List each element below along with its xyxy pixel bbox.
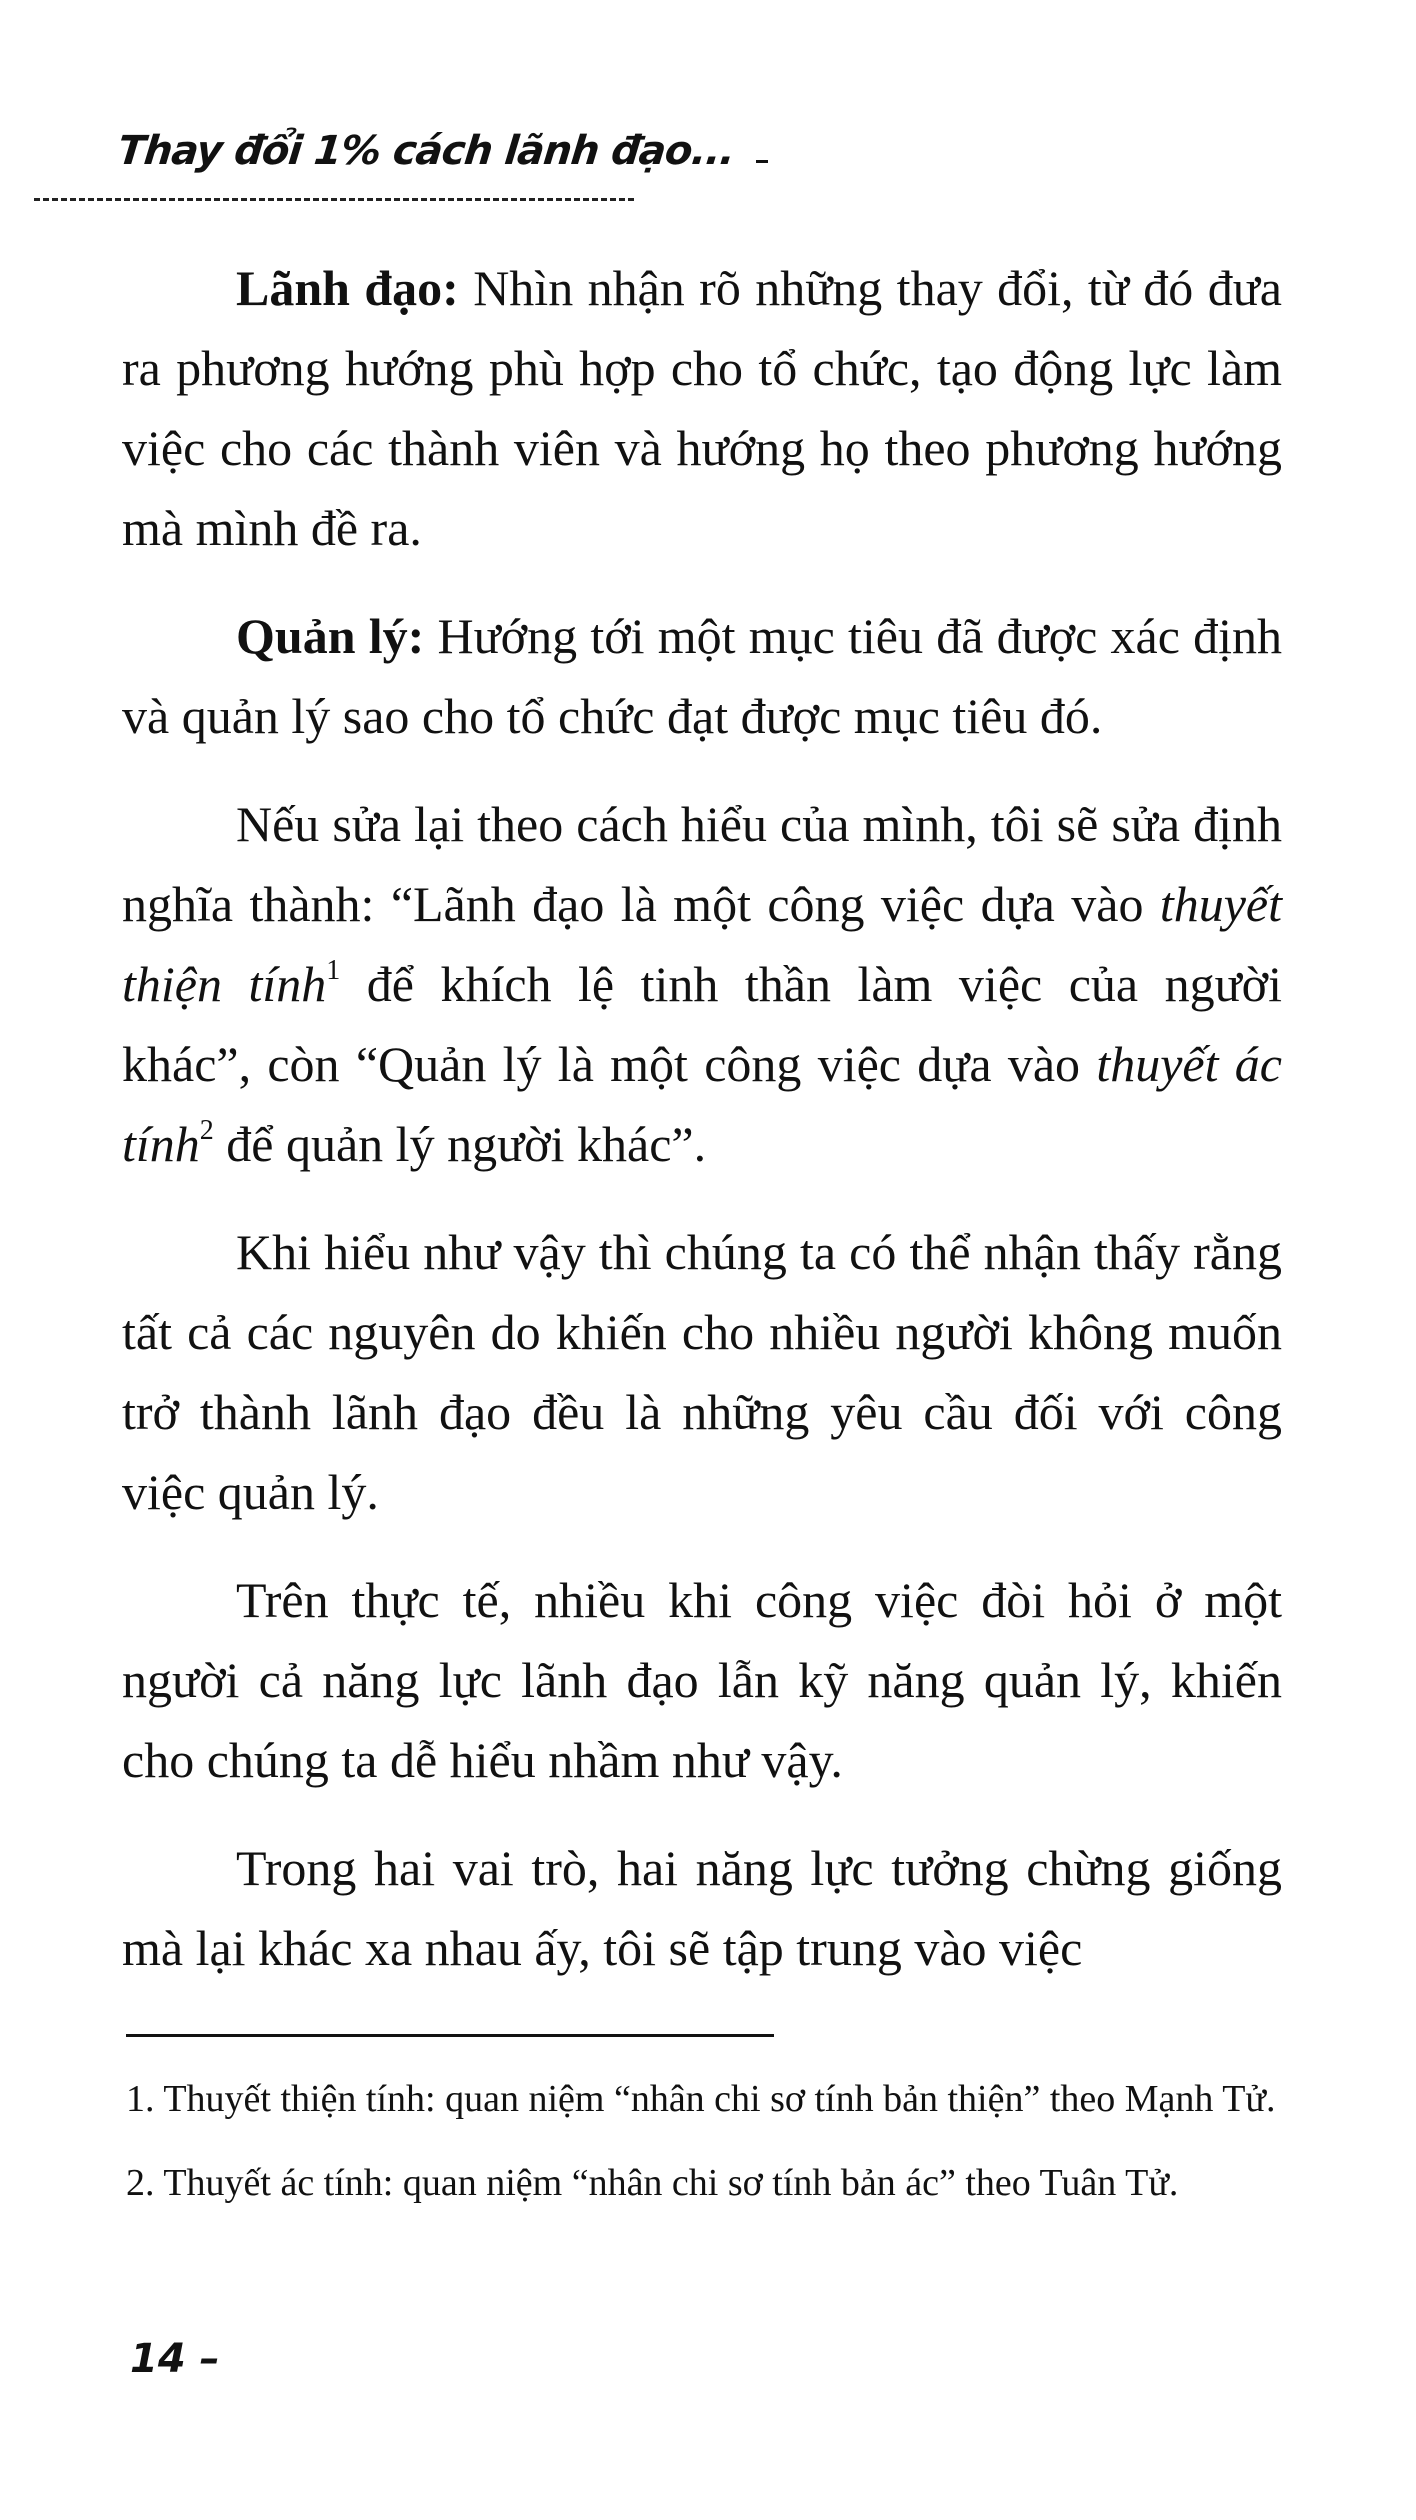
term-leadership: Lãnh đạo: bbox=[236, 260, 459, 316]
footnote-1: 1. Thuyết thiện tính: quan niệm “nhân chi sơ tính bản thiện” theo Mạnh Tử. bbox=[126, 2078, 1276, 2120]
term-thien-tinh: thuyết thiện tính bbox=[122, 876, 1282, 1012]
running-header: Thay đổi 1% cách lãnh đạo... bbox=[115, 128, 737, 174]
paragraph-redefinition bbox=[122, 784, 1282, 1184]
footnote-ref-2: 2 bbox=[199, 1115, 214, 1146]
management-definition-text: Hướng tới một mục tiêu đã được xác định và quản lý sao cho tổ chức đạt được mục tiêu đó. bbox=[122, 608, 1282, 744]
page-number: 14 – bbox=[130, 2336, 220, 2382]
body-text bbox=[122, 248, 1282, 2016]
paragraph-leadership-definition bbox=[122, 248, 1282, 568]
header-mark bbox=[756, 160, 768, 163]
paragraph-management-definition bbox=[122, 596, 1282, 756]
term-ac-tinh: thuyết ác tính bbox=[122, 1036, 1282, 1172]
term-management: Quản lý: bbox=[236, 608, 425, 664]
redefinition-text-2: để khích lệ tinh thần làm việc của người khác”, còn “Quản lý là một công việc dựa vào bbox=[122, 956, 1283, 1092]
redefinition-text-3: để quản lý người khác”. bbox=[213, 1116, 707, 1172]
paragraph-understanding: Khi hiểu như vậy thì chúng ta có thể nhận thấy rằng tất cả các nguyên do khiến cho nhiều người không muốn trở thành lãnh đạo đều là những yêu cầu đối với công việc quản lý. bbox=[122, 1224, 1282, 1520]
footnote-ref-1: 1 bbox=[326, 955, 341, 986]
redefinition-text-1: Nếu sửa lại theo cách hiểu của mình, tôi sẽ sửa định nghĩa thành: “Lãnh đạo là một công việc dựa vào bbox=[122, 796, 1282, 932]
header-rule bbox=[34, 198, 634, 201]
paragraph-reality: Trên thực tế, nhiều khi công việc đòi hỏi ở một người cả năng lực lãnh đạo lẫn kỹ năng quản lý, khiến cho chúng ta dễ hiểu nhầm như vậy. bbox=[122, 1572, 1282, 1788]
paragraph-two-roles: Trong hai vai trò, hai năng lực tưởng chừng giống mà lại khác xa nhau ấy, tôi sẽ tập trung vào việc bbox=[122, 1840, 1282, 1976]
footnote-rule bbox=[126, 2034, 774, 2037]
leadership-definition-text: Nhìn nhận rõ những thay đổi, từ đó đưa ra phương hướng phù hợp cho tổ chức, tạo động lực làm việc cho các thành viên và hướng họ theo phương hướng mà mình đề ra. bbox=[122, 260, 1282, 556]
footnote-2: 2. Thuyết ác tính: quan niệm “nhân chi sơ tính bản ác” theo Tuân Tử. bbox=[126, 2162, 1179, 2204]
footnotes bbox=[126, 2070, 1286, 2238]
